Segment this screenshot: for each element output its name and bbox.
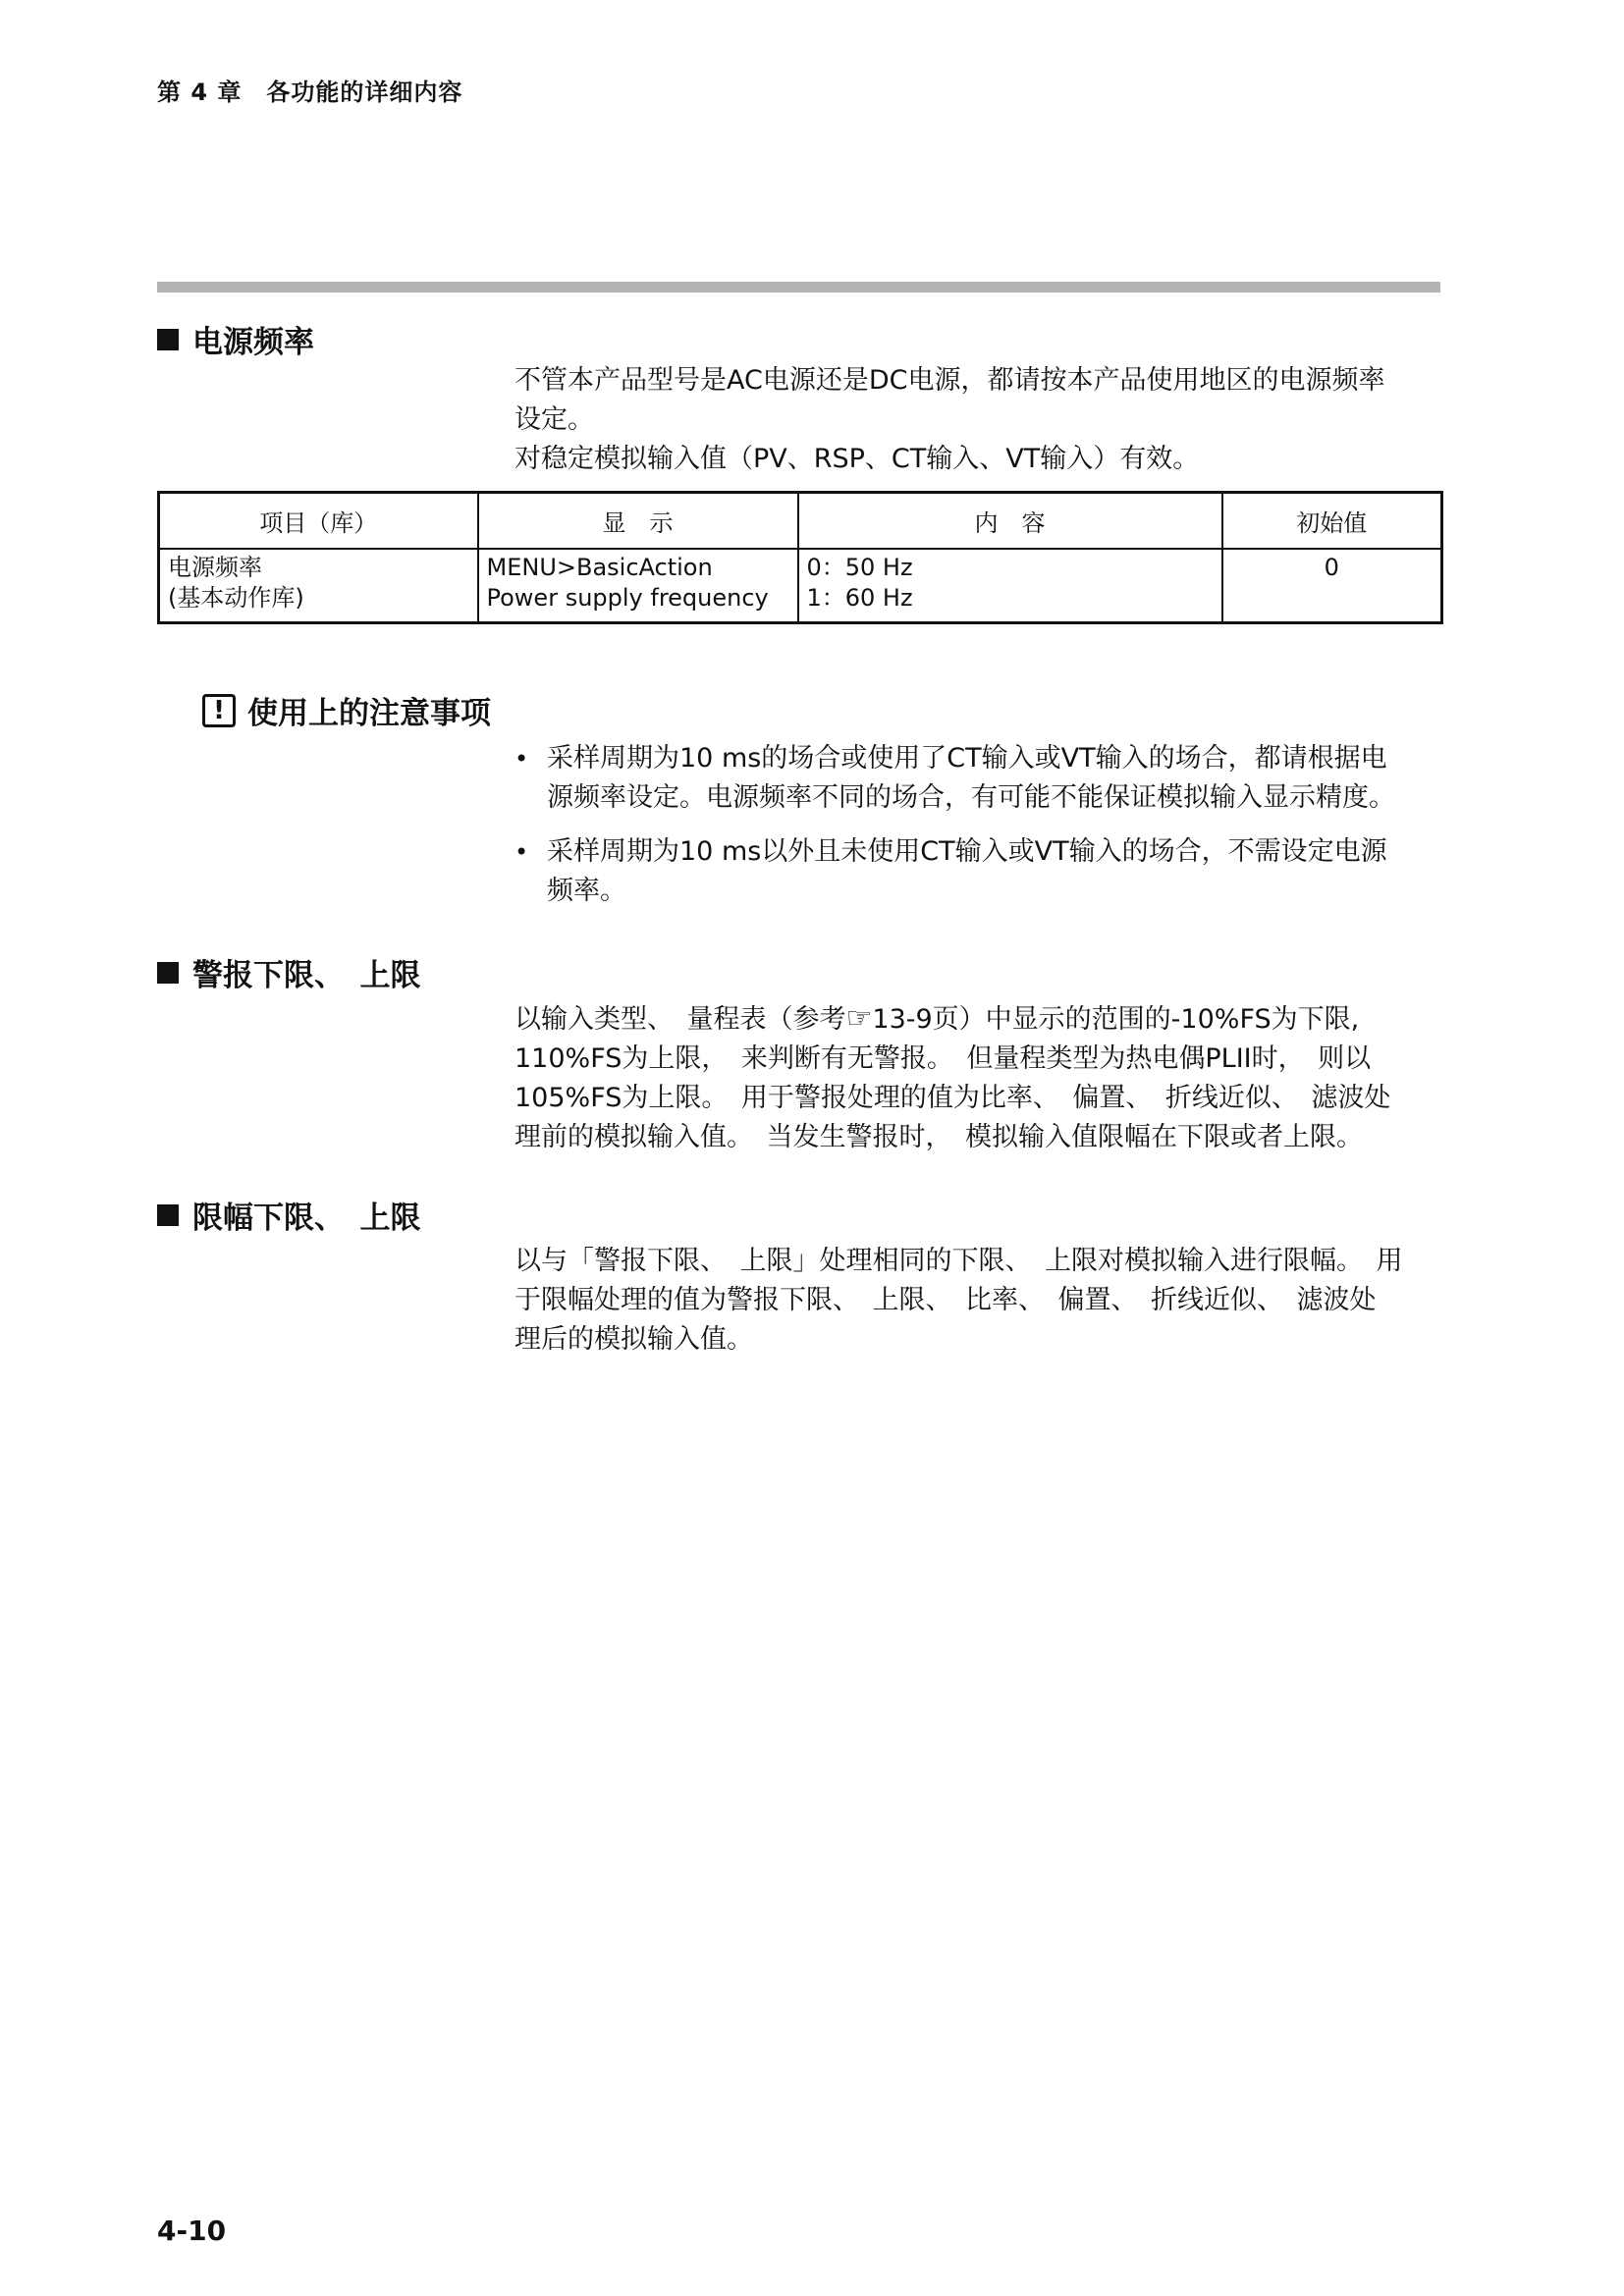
clamp-limit-title: 限幅下限、 上限 <box>192 1201 421 1236</box>
list-item <box>514 739 1442 818</box>
cell-initial: 0 <box>1222 549 1442 623</box>
square-bullet-icon <box>157 962 179 984</box>
text-line <box>514 999 1442 1040</box>
clamp-limit-heading <box>157 1193 421 1237</box>
column-header-display: 显 示 <box>478 493 798 550</box>
power-frequency-table <box>157 491 1443 624</box>
cell-content <box>798 549 1222 623</box>
square-bullet-icon <box>157 329 179 350</box>
text-line: 采样周期为10 ms的场合或使用了CT输入或VT输入的场合，都请根据电 <box>547 743 1387 774</box>
alarm-limit-description <box>514 999 1442 1157</box>
page-number: 4-10 <box>157 2215 227 2247</box>
power-frequency-description <box>514 361 1442 479</box>
text-line: 理前的模拟输入值。 当发生警报时， 模拟输入值限幅在下限或者上限。 <box>514 1122 1363 1152</box>
text-line: 110%FS为上限， 来判断有无警报。 但量程类型为热电偶PLII时， 则以 <box>514 1043 1372 1074</box>
cell-display <box>478 549 798 623</box>
text-line: 理后的模拟输入值。 <box>514 1324 753 1355</box>
alarm-limit-title: 警报下限、 上限 <box>192 958 421 993</box>
caution-list <box>514 739 1442 926</box>
power-frequency-heading <box>157 317 314 361</box>
cell-item <box>159 549 478 623</box>
pointing-hand-icon: ☞ <box>845 1001 873 1036</box>
text-line: 频率。 <box>547 876 626 906</box>
clamp-limit-description <box>514 1242 1442 1360</box>
power-frequency-title: 电源频率 <box>192 325 314 360</box>
item-name: 电源频率 <box>168 554 262 581</box>
text-line: 采样周期为10 ms以外且未使用CT输入或VT输入的场合，不需设定电源 <box>547 836 1387 867</box>
caution-title: 使用上的注意事项 <box>247 696 491 731</box>
bullet-dot-icon: • <box>514 745 529 773</box>
text-line: 不管本产品型号是AC电源还是DC电源，都请按本产品使用地区的电源频率 <box>514 365 1385 396</box>
chapter-header: 第 4 章 各功能的详细内容 <box>157 79 463 106</box>
text-line: 于限幅处理的值为警报下限、 上限、 比率、 偏置、 折线近似、 滤波处 <box>514 1285 1377 1315</box>
table-header-row <box>159 493 1442 550</box>
text-segment: 以输入类型、 量程表（参考 <box>514 1004 846 1035</box>
column-header-initial: 初始值 <box>1222 493 1442 550</box>
text-line: 以与「警报下限、 上限」处理相同的下限、 上限对模拟输入进行限幅。 用 <box>514 1246 1403 1276</box>
bullet-dot-icon: • <box>514 838 529 866</box>
item-bank: (基本动作库) <box>168 584 304 612</box>
table-row <box>159 549 1442 623</box>
alarm-limit-heading <box>157 950 421 994</box>
column-header-content: 内 容 <box>798 493 1222 550</box>
square-bullet-icon <box>157 1204 179 1226</box>
text-line: 设定。 <box>514 404 594 435</box>
display-menu-path: MENU>BasicAction <box>486 554 713 581</box>
display-parameter-name: Power supply frequency <box>486 584 769 612</box>
text-line: 105%FS为上限。 用于警报处理的值为比率、 偏置、 折线近似、 滤波处 <box>514 1083 1391 1113</box>
section-divider <box>157 282 1440 293</box>
list-item <box>514 832 1442 911</box>
text-segment: 13-9页）中显示的范围的-10%FS为下限, <box>872 1004 1360 1035</box>
content-option: 1：60 Hz <box>806 584 913 612</box>
column-header-item: 项目（库） <box>159 493 478 550</box>
text-line: 对稳定模拟输入值（PV、RSP、CT输入、VT输入）有效。 <box>514 444 1200 474</box>
caution-heading <box>202 688 491 732</box>
exclamation-box-icon: ! <box>202 694 236 727</box>
content-option: 0：50 Hz <box>806 554 913 581</box>
text-line: 源频率设定。电源频率不同的场合，有可能不能保证模拟输入显示精度。 <box>547 782 1395 813</box>
